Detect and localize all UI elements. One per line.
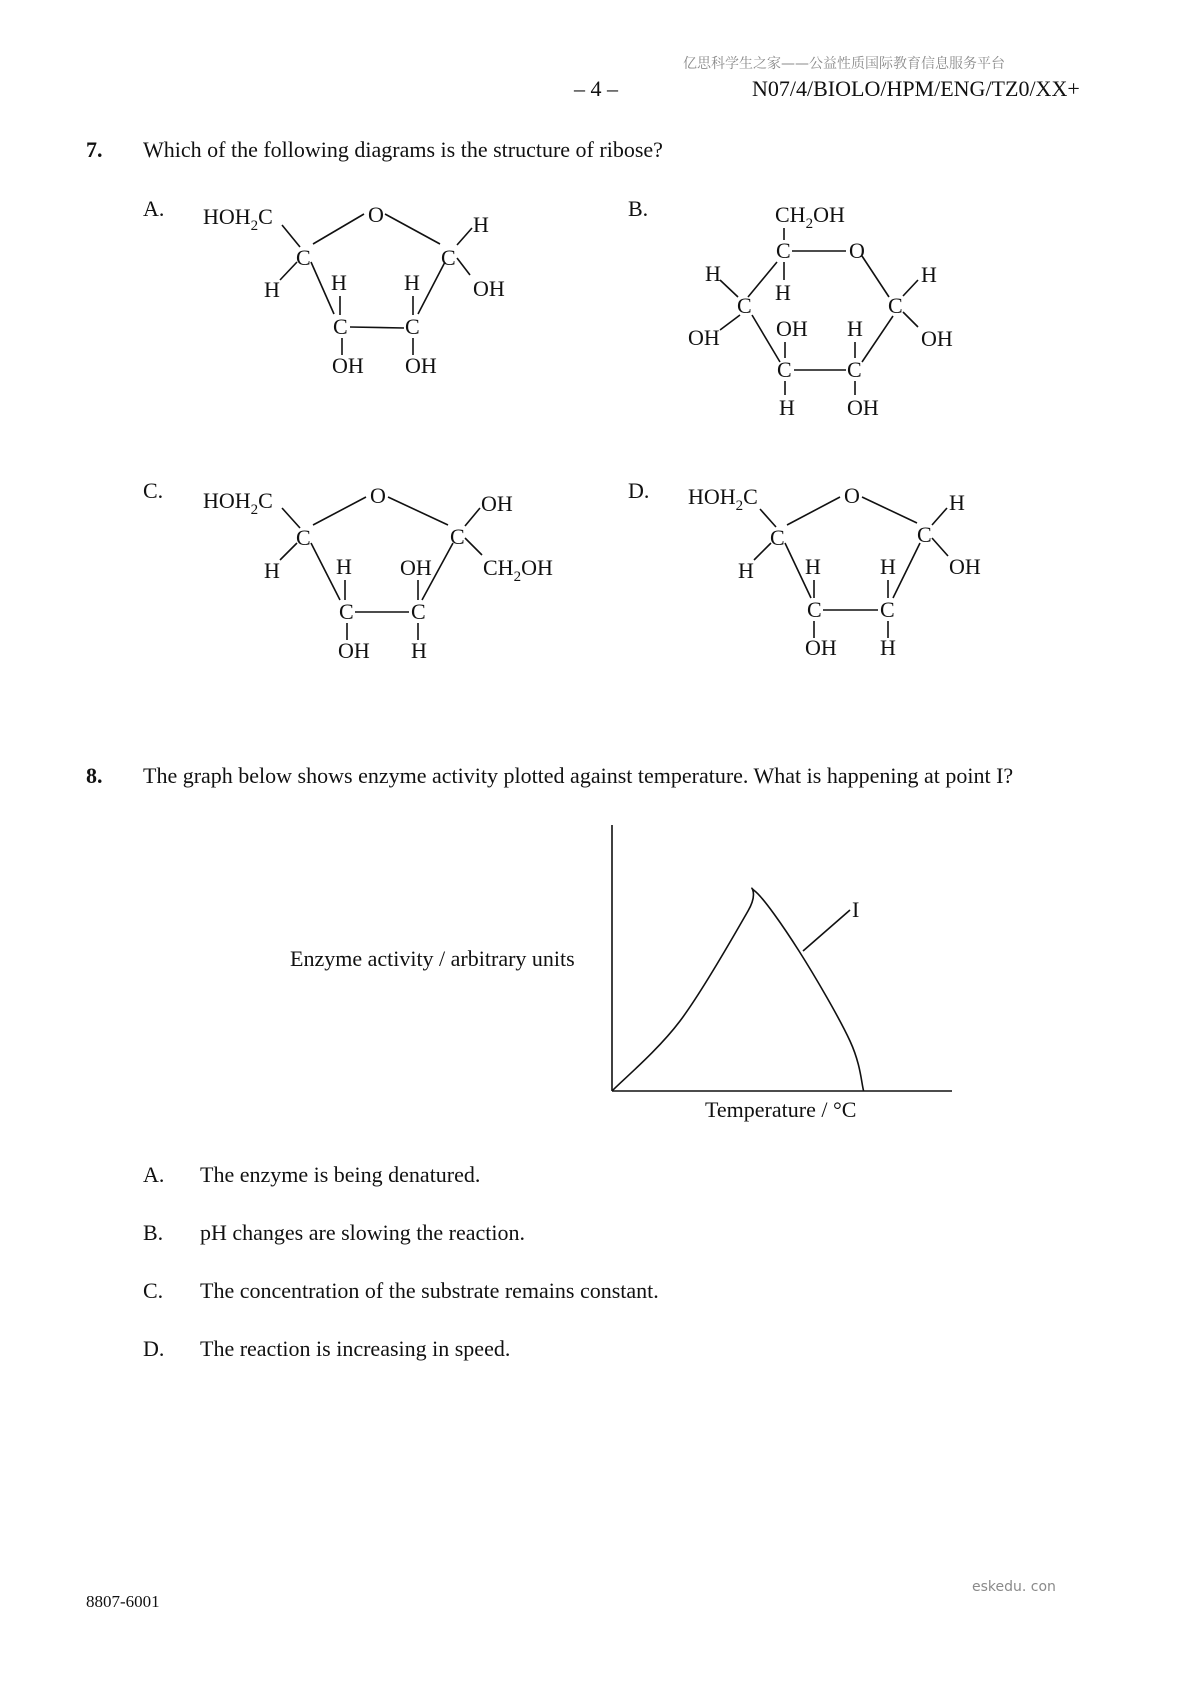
h-label: H bbox=[847, 316, 863, 341]
h-label: H bbox=[779, 395, 795, 420]
h-label: H bbox=[336, 554, 352, 579]
carbon: C bbox=[807, 597, 822, 622]
q7-option-c-label: C. bbox=[143, 478, 164, 503]
oh-label: OH bbox=[332, 353, 364, 378]
carbon: C bbox=[777, 357, 792, 382]
h-label: H bbox=[738, 558, 754, 583]
carbon: C bbox=[776, 238, 791, 263]
hoh2c-label: $HOH_2C$ bbox=[203, 204, 273, 234]
oh-label: OH bbox=[921, 326, 953, 351]
activity-curve bbox=[612, 888, 864, 1091]
carbon: C bbox=[405, 314, 420, 339]
h-label: H bbox=[264, 277, 280, 302]
h-label: H bbox=[880, 635, 896, 660]
oh-label: OH bbox=[481, 491, 513, 516]
q8-option-a-text: The enzyme is being denatured. bbox=[200, 1162, 481, 1187]
q7-option-a-label: A. bbox=[143, 196, 165, 221]
q8-option-d-label: D. bbox=[143, 1336, 165, 1361]
structure-d bbox=[688, 483, 981, 660]
ring-oxygen: O bbox=[370, 483, 386, 508]
q7-option-b-label: B. bbox=[628, 196, 649, 221]
q8-option-c-text: The concentration of the substrate remains constant. bbox=[200, 1278, 659, 1303]
carbon: C bbox=[917, 522, 932, 547]
ribose-structures bbox=[0, 0, 1191, 720]
h-label: H bbox=[949, 490, 965, 515]
oh-label: OH bbox=[847, 395, 879, 420]
h-label: H bbox=[705, 261, 721, 286]
carbon: C bbox=[847, 357, 862, 382]
carbon: C bbox=[450, 524, 465, 549]
point-i-pointer bbox=[803, 910, 850, 951]
h-label: H bbox=[264, 558, 280, 583]
structure-a bbox=[203, 202, 505, 378]
h-label: H bbox=[473, 212, 489, 237]
page-number: – 4 – bbox=[574, 76, 618, 101]
q8-option-d-text: The reaction is increasing in speed. bbox=[200, 1336, 511, 1361]
h-label: H bbox=[775, 280, 791, 305]
carbon: C bbox=[296, 525, 311, 550]
oh-label: OH bbox=[688, 325, 720, 350]
q8-option-c-label: C. bbox=[143, 1278, 164, 1303]
h-label: H bbox=[411, 638, 427, 663]
point-i-label: I bbox=[852, 897, 860, 922]
question-8-text: The graph below shows enzyme activity plotted against temperature. What is happening at point I? bbox=[143, 763, 1014, 788]
watermark-top: 亿思科学生之家——公益性质国际教育信息服务平台 bbox=[683, 56, 1005, 72]
carbon: C bbox=[737, 293, 752, 318]
ring-oxygen: O bbox=[368, 202, 384, 227]
q8-option-a-label: A. bbox=[143, 1162, 165, 1187]
h-label: H bbox=[331, 270, 347, 295]
q8-option-b-text: pH changes are slowing the reaction. bbox=[200, 1220, 525, 1245]
carbon: C bbox=[770, 525, 785, 550]
exam-code: N07/4/BIOLO/HPM/ENG/TZ0/XX+ bbox=[752, 76, 1080, 101]
structure-b bbox=[688, 202, 953, 420]
ch2oh-label: $CH_2OH$ bbox=[483, 555, 553, 585]
x-axis-label: Temperature / °C bbox=[705, 1097, 857, 1122]
hoh2c-label: $HOH_2C$ bbox=[203, 488, 273, 518]
h-label: H bbox=[921, 262, 937, 287]
enzyme-chart bbox=[600, 815, 970, 1135]
structure-c bbox=[203, 483, 553, 663]
ring-oxygen: O bbox=[844, 483, 860, 508]
question-7-number: 7. bbox=[86, 137, 103, 162]
h-label: H bbox=[880, 554, 896, 579]
h-label: H bbox=[805, 554, 821, 579]
hoh2c-label: $HOH_2C$ bbox=[688, 484, 758, 514]
y-axis-label: Enzyme activity / arbitrary units bbox=[290, 946, 575, 971]
oh-label: OH bbox=[805, 635, 837, 660]
watermark-bottom: eskedu. con bbox=[972, 1579, 1056, 1595]
question-8-number: 8. bbox=[86, 763, 103, 788]
question-7-text: Which of the following diagrams is the structure of ribose? bbox=[143, 137, 663, 162]
oh-label: OH bbox=[400, 555, 432, 580]
ring-oxygen: O bbox=[849, 238, 865, 263]
carbon: C bbox=[888, 293, 903, 318]
oh-label: OH bbox=[776, 316, 808, 341]
carbon: C bbox=[411, 599, 426, 624]
oh-label: OH bbox=[405, 353, 437, 378]
ch2oh-label: $CH_2OH$ bbox=[775, 202, 845, 232]
carbon: C bbox=[339, 599, 354, 624]
h-label: H bbox=[404, 270, 420, 295]
footer-code: 8807-6001 bbox=[86, 1592, 160, 1611]
carbon: C bbox=[333, 314, 348, 339]
oh-label: OH bbox=[473, 276, 505, 301]
carbon: C bbox=[441, 245, 456, 270]
q7-option-d-label: D. bbox=[628, 478, 650, 503]
carbon: C bbox=[296, 245, 311, 270]
q8-option-b-label: B. bbox=[143, 1220, 164, 1245]
carbon: C bbox=[880, 597, 895, 622]
oh-label: OH bbox=[949, 554, 981, 579]
oh-label: OH bbox=[338, 638, 370, 663]
